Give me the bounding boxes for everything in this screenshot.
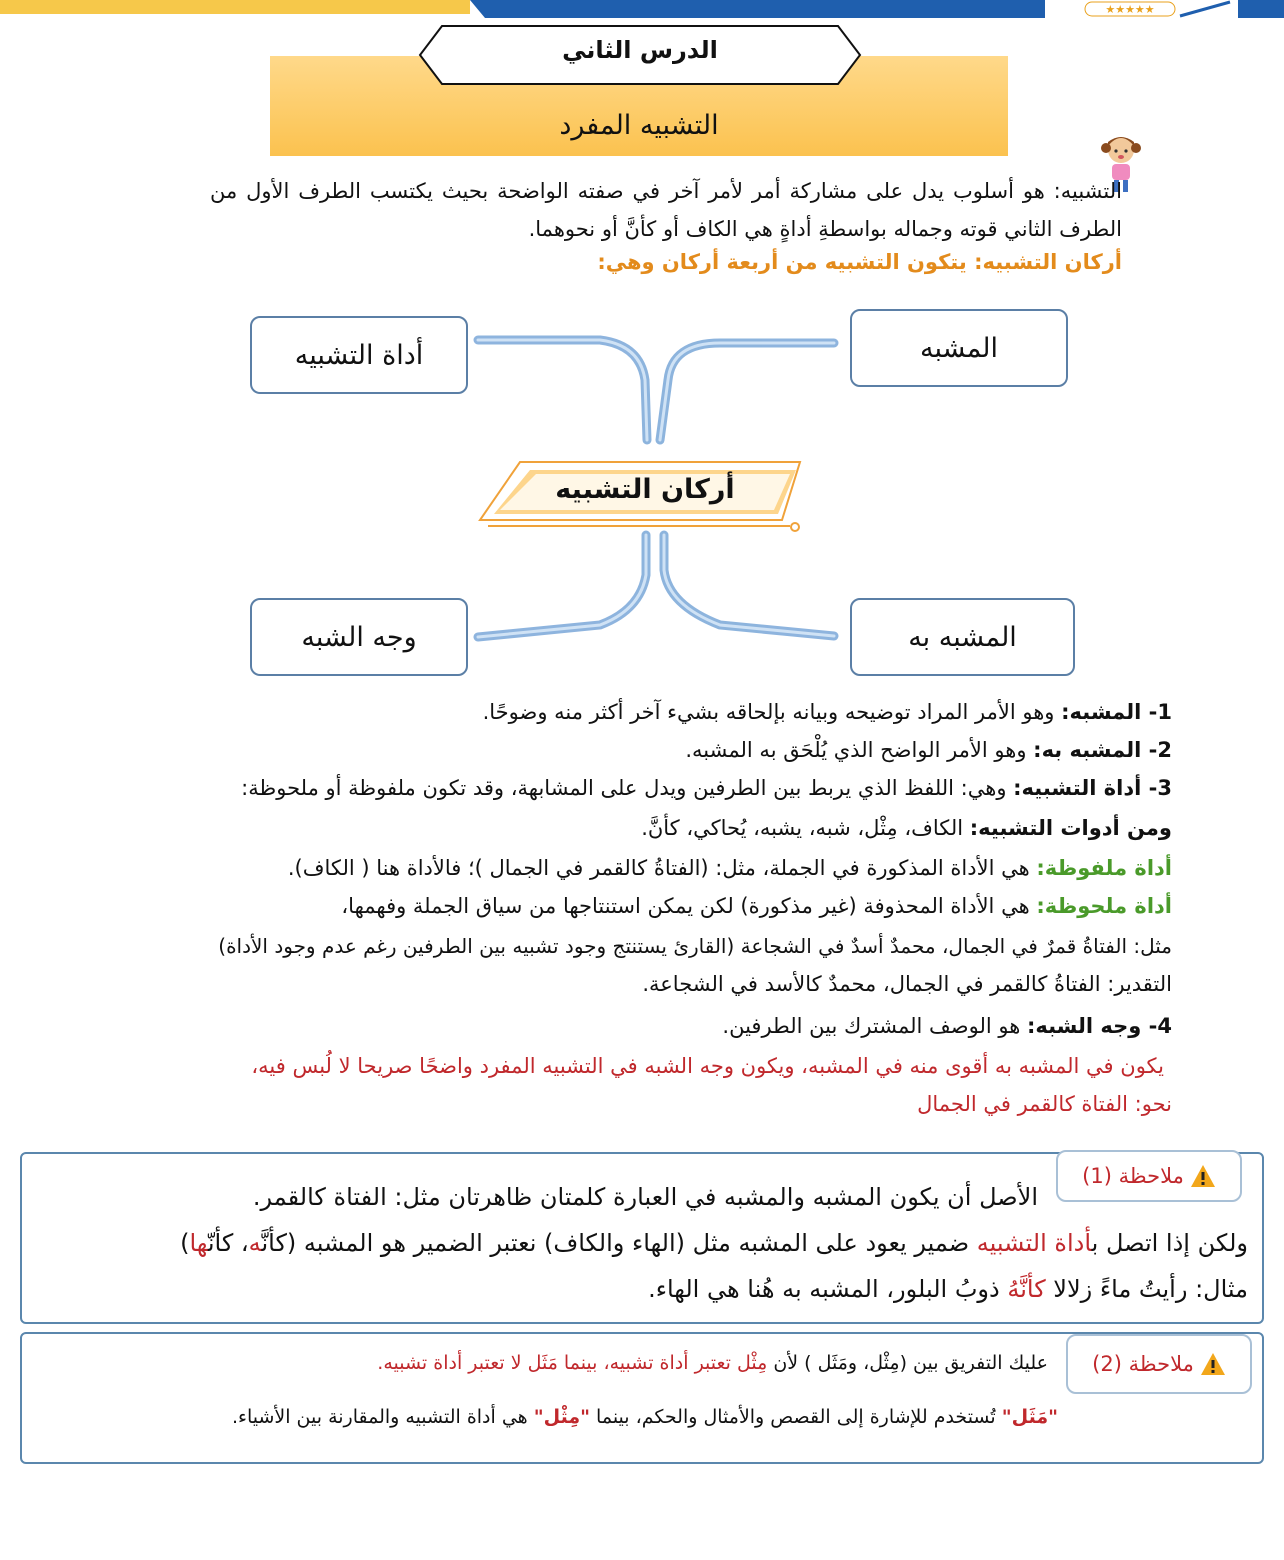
warning-icon <box>1190 1164 1216 1188</box>
taqdeer-line: التقدير: الفتاةُ كالقمر في الجمال، محمدٌ كالأسد في الشجاعة. <box>642 972 1172 996</box>
note-text-segment: مثال: رأيتُ ماءً زلالا <box>1045 1275 1248 1303</box>
item-malhooza <box>341 890 1172 922</box>
note-text-segment: ه <box>248 1229 262 1257</box>
item-label: 2- المشبه به: <box>1033 738 1172 762</box>
item-label: أداة ملفوظة: <box>1036 856 1172 880</box>
note-text-segment: ذوبُ البلور، المشبه به هُنا هي الهاء. <box>648 1275 1008 1303</box>
note-text-segment: كأنَّ <box>261 1229 287 1257</box>
item-adat-tashbih <box>241 772 1172 804</box>
item-wajh-alshabah <box>722 1010 1172 1042</box>
pillar-box-wajh-alshabah: وجه الشبه <box>250 598 468 676</box>
pillar-box-adat-tashbih: أداة التشبيه <box>250 316 468 394</box>
note-text-segment: كأنَّهُ <box>1007 1275 1046 1303</box>
pillars-heading: أركان التشبيه: يتكون التشبيه من أربعة أركان وهي: <box>597 250 1122 274</box>
item-text: وهو الأمر الواضح الذي يُلْحَق به المشبه. <box>685 738 1034 762</box>
item-text: هي الأداة المذكورة في الجملة، مثل: (الفتاةُ كالقمر في الجمال )؛ فالأداة هنا ( الكاف). <box>287 856 1037 880</box>
note-1-line-2 <box>180 1220 1248 1266</box>
top-banner-strip <box>0 0 1284 18</box>
note-1-line-3 <box>648 1266 1248 1312</box>
note-text-segment: ولكن إذا اتصل ب <box>1091 1229 1248 1257</box>
note-text-segment: ) <box>180 1229 190 1257</box>
item-mushabbah <box>483 696 1172 728</box>
note-2-line-1 <box>377 1348 1048 1378</box>
note-text-segment: أداة التشبيه <box>976 1229 1092 1257</box>
note-text-segment: هي أداة التشبيه والمقارنة بين الأشياء. <box>231 1406 534 1428</box>
item-text: هي الأداة المحذوفة (غير مذكورة) لكن يمكن استنتاجها من سياق الجملة وفهمها، <box>341 894 1037 918</box>
note-text-segment: مِثْل تعتبر أداة تشبيه، بينما مَثَل لا تعتبر أداة تشبيه. <box>377 1352 768 1374</box>
item-text: الكاف، مِثْل، شبه، يشبه، يُحاكي، كأنَّ. <box>641 816 970 840</box>
note-1-line-1: الأصل أن يكون المشبه والمشبه في العبارة كلمتان ظاهرتان مثل: الفتاة كالقمر. <box>252 1183 1038 1211</box>
note-1-tab <box>1056 1150 1242 1202</box>
item-mushabbah-bih <box>685 734 1172 766</box>
note-text-segment: "مَثَل" <box>1001 1406 1058 1428</box>
item-label: ومن أدوات التشبيه: <box>969 816 1172 840</box>
item-label: 1- المشبه: <box>1061 700 1172 724</box>
item-label: أداة ملحوظة: <box>1036 894 1172 918</box>
note-text-segment: "مِثْل" <box>533 1406 591 1428</box>
item-label: 3- أداة التشبيه: <box>1013 776 1172 800</box>
item-text: وهو الأمر المراد توضيحه وبيانه بإلحاقه بشيء آخر أكثر منه وضوحًا. <box>482 700 1062 724</box>
diagram-center-label: أركان التشبيه <box>555 474 735 505</box>
item-text: هو الوصف المشترك بين الطرفين. <box>722 1014 1027 1038</box>
note-2-tab <box>1066 1334 1252 1394</box>
definition-paragraph: التشبيه: هو أسلوب يدل على مشاركة أمر لأمر آخر في صفته الواضحة بحيث يكتسب الطرف الأول من الطرف الثاني قوته وجماله بواسطةِ أداةٍ هي الكاف أو كأنَّ أو نحوهما. <box>210 179 1122 241</box>
note-text-segment: تُستخدم للإشارة إلى القصص والأمثال والحكم، بينما <box>590 1406 1002 1428</box>
note-1-label: ملاحظة (1) <box>1082 1164 1184 1188</box>
warning-icon <box>1200 1352 1226 1376</box>
svg-text:★★★★★: ★★★★★ <box>1105 3 1155 16</box>
example-line: مثل: الفتاةُ قمرٌ في الجمال، محمدٌ أسدٌ في الشجاعة (القارئ يستنتج وجود تشبيه بين الطرفين رغم عدم وجود الأداة) <box>218 934 1172 958</box>
note-2-line-2 <box>232 1402 1058 1432</box>
note-text-segment: كأنّ <box>207 1229 234 1257</box>
note-text-segment: ضمير يعود على المشبه مثل (الهاء والكاف) نعتبر الضمير هو المشبه ( <box>286 1229 977 1257</box>
pillar-box-mushabbah-bih: المشبه به <box>850 598 1075 676</box>
topic-title: التشبيه المفرد <box>559 110 719 141</box>
item-malfooza <box>288 852 1172 884</box>
note-2-label: ملاحظة (2) <box>1092 1352 1194 1376</box>
note-text-segment: عليك التفريق بين (مِثْل، ومَثَل ) لأن <box>767 1352 1048 1374</box>
pillar-box-mushabbah: المشبه <box>850 309 1068 387</box>
item-tools <box>641 812 1172 844</box>
item-text: وهي: اللفظ الذي يربط بين الطرفين ويدل على المشابهة، وقد تكون ملفوظة أو ملحوظة: <box>241 776 1014 800</box>
red-note-line: يكون في المشبه به أقوى منه في المشبه، ويكون وجه الشبه في التشبيه المفرد واضحًا صريحا لا لُبس فيه، <box>251 1054 1164 1078</box>
red-example-line: نحو: الفتاة كالقمر في الجمال <box>917 1092 1172 1116</box>
note-text-segment: ، <box>233 1229 249 1257</box>
lesson-number-title: الدرس الثاني <box>562 36 718 64</box>
note-text-segment: ها <box>189 1229 208 1257</box>
item-label: 4- وجه الشبه: <box>1026 1014 1172 1038</box>
